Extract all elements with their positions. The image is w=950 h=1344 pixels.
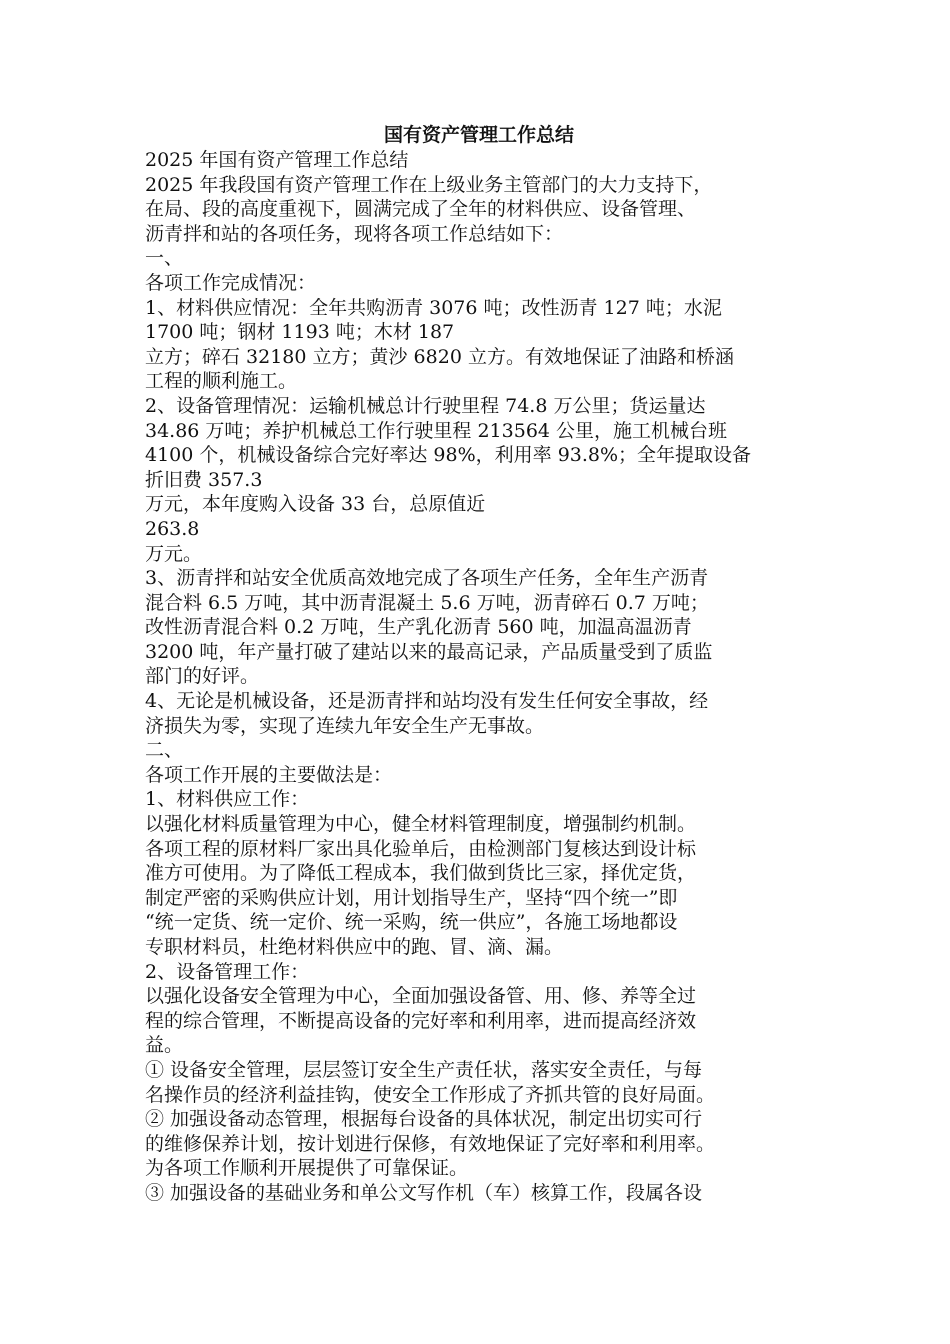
- text-line: 以强化材料质量管理为中心，健全材料管理制度，增强制约机制。: [145, 813, 697, 836]
- text-line: 4、无论是机械设备，还是沥青拌和站均没有发生任何安全事故，经: [145, 690, 709, 713]
- text-line: 为各项工作顺利开展提供了可靠保证。: [145, 1157, 469, 1180]
- document-text: [145, 148, 813, 1206]
- text-line: ① 设备安全管理，层层签订安全生产责任状，落实安全责任，与每: [145, 1058, 703, 1081]
- text-line: 一、: [145, 247, 184, 270]
- text-line: 34.86 万吨；养护机械总工作行驶里程 213564 公里，施工机械台班: [145, 419, 728, 442]
- text-line: 改性沥青混合料 0.2 万吨，生产乳化沥青 560 吨，加温高温沥青: [145, 616, 692, 639]
- text-line: 程的综合管理，不断提高设备的完好率和利用率，进而提高经济效: [145, 1009, 697, 1032]
- text-line: 3、沥青拌和站安全优质高效地完成了各项生产任务，全年生产沥青: [145, 567, 709, 590]
- text-line: 工程的顺利施工。: [145, 370, 298, 393]
- text-line: 益。: [145, 1034, 184, 1057]
- text-line: 立方；碎石 32180 立方；黄沙 6820 立方。有效地保证了油路和桥涵: [145, 345, 734, 368]
- text-line: 准方可使用。为了降低工程成本，我们做到货比三家，择优定货，: [145, 862, 697, 885]
- text-line: 4100 个，机械设备综合完好率达 98%，利用率 93.8%；全年提取设备: [145, 444, 752, 467]
- text-line: 263.8: [145, 517, 200, 540]
- text-line: 的维修保养计划，按计划进行保修，有效地保证了完好率和利用率。: [145, 1132, 716, 1155]
- text-line: 2025 年国有资产管理工作总结: [145, 149, 409, 171]
- text-line: 各项工作开展的主要做法是：: [145, 763, 393, 786]
- text-line: 1700 吨；钢材 1193 吨；木材 187: [145, 321, 455, 344]
- text-line: 3200 吨，年产量打破了建站以来的最高记录，产品质量受到了质监: [145, 640, 713, 663]
- text-line: 制定严密的采购供应计划，用计划指导生产，坚持“四个统一”即: [145, 886, 678, 909]
- text-line: ③ 加强设备的基础业务和单公文写作机（车）核算工作，段属各设: [145, 1181, 703, 1204]
- text-line: 以强化设备安全管理为中心，全面加强设备管、用、修、养等全过: [145, 985, 697, 1008]
- text-line: 各项工作完成情况：: [145, 271, 317, 294]
- text-line: 2025 年我段国有资产管理工作在上级业务主管部门的大力支持下，: [145, 173, 713, 196]
- text-line: 2、设备管理工作：: [145, 960, 310, 983]
- text-line: 各项工程的原材料厂家出具化验单后，由检测部门复核达到设计标: [145, 837, 697, 860]
- text-line: 二、: [145, 739, 184, 762]
- text-line: ② 加强设备动态管理，根据每台设备的具体状况，制定出切实可行: [145, 1108, 703, 1131]
- text-line: 沥青拌和站的各项任务，现将各项工作总结如下：: [145, 222, 564, 245]
- text-line: 1、材料供应工作：: [145, 788, 310, 811]
- text-line: 混合料 6.5 万吨，其中沥青混凝土 5.6 万吨，沥青碎石 0.7 万吨；: [145, 591, 709, 614]
- text-line: 专职材料员，杜绝材料供应中的跑、冒、滴、漏。: [145, 936, 564, 958]
- text-line: 万元，本年度购入设备 33 台，总原值近: [145, 493, 486, 516]
- text-line: 2、设备管理情况：运输机械总计行驶里程 74.8 万公里；货运量达: [145, 394, 706, 417]
- text-line: 1、材料供应情况：全年共购沥青 3076 吨；改性沥青 127 吨；水泥: [145, 296, 722, 319]
- text-line: 折旧费 357.3: [145, 468, 263, 491]
- text-line: 济损失为零，实现了连续九年安全生产无事故。: [145, 714, 545, 737]
- text-line: 在局、段的高度重视下，圆满完成了全年的材料供应、设备管理、: [145, 198, 697, 221]
- document-title: 国有资产管理工作总结: [383, 124, 574, 146]
- text-line: 万元。: [145, 542, 203, 565]
- document-body: [145, 122, 813, 1206]
- text-line: 名操作员的经济利益挂钩，使安全工作形成了齐抓共管的良好局面。: [145, 1083, 716, 1106]
- text-line: “统一定货、统一定价、统一采购，统一供应”，各施工场地都设: [145, 911, 678, 934]
- text-line: 部门的好评。: [145, 665, 260, 688]
